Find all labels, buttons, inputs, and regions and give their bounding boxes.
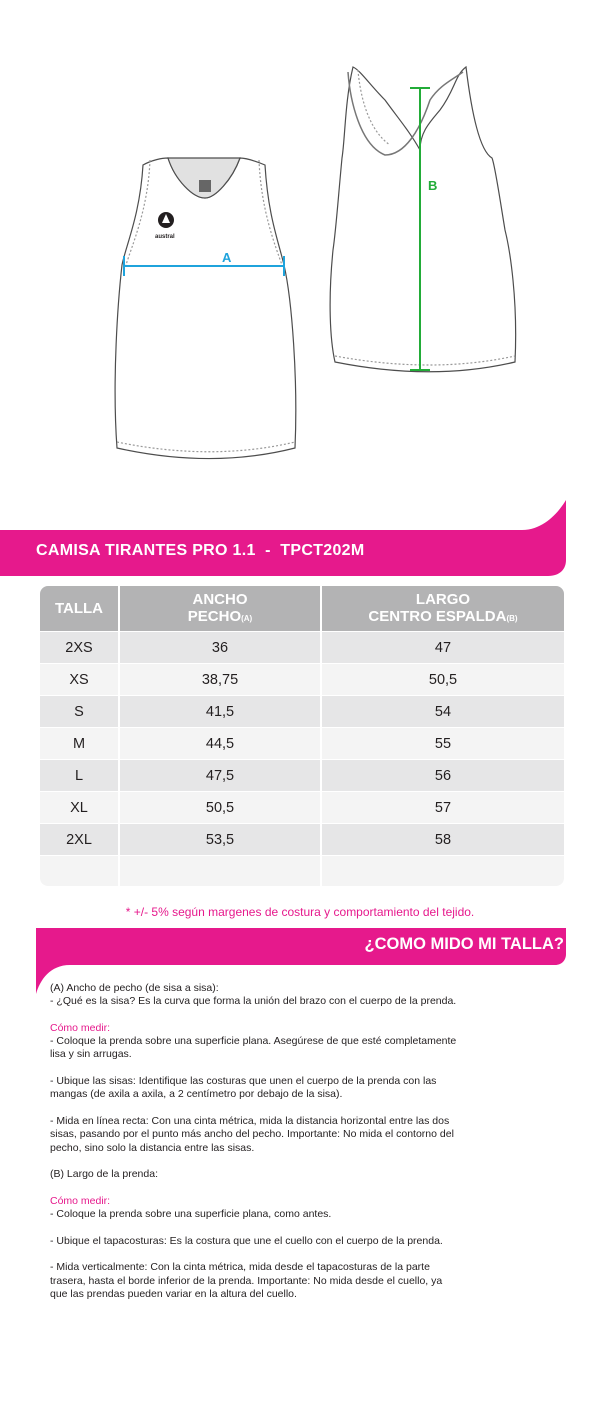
header-size: TALLA	[40, 586, 120, 631]
garment-illustration	[0, 0, 600, 500]
cell-chest: 50,5	[120, 791, 322, 823]
cell-size	[40, 855, 120, 886]
cell-size: XL	[40, 791, 120, 823]
measuring-instructions	[50, 982, 460, 1314]
how-to-measure-label: Cómo medir:	[50, 1021, 111, 1034]
instruction-b-step3: - Mida verticalmente: Con la cinta métrica, mida desde el tapacosturas de la parte trasera, hasta el borde inferior de la prenda. Importante: No mida desde el cuello, ya que las prendas pueden variar en la altura del cuello.	[50, 1261, 443, 1300]
header-chest-line1: ANCHO	[192, 590, 248, 608]
cell-size: S	[40, 695, 120, 727]
cell-length: 50,5	[322, 663, 564, 695]
size-table	[40, 586, 564, 886]
header-length-line2: CENTRO ESPALDA	[368, 607, 507, 625]
front-tank-top	[115, 158, 296, 459]
table-row	[40, 695, 564, 727]
cell-length: 56	[322, 759, 564, 791]
header-length-suffix: (B)	[506, 613, 518, 623]
cell-length: 55	[322, 727, 564, 759]
brand-logo-text: austral	[155, 234, 175, 240]
back-tank-top	[330, 67, 516, 372]
instruction-a	[50, 982, 460, 1009]
cell-size: L	[40, 759, 120, 791]
table-row	[40, 663, 564, 695]
header-chest-suffix: (A)	[241, 613, 253, 623]
tolerance-footnote: * +/- 5% según margenes de costura y comportamiento del tejido.	[125, 905, 475, 919]
header-chest-line2: PECHO	[187, 607, 242, 625]
garment-label-tag-icon	[199, 180, 211, 192]
instruction-b-step2: - Ubique el tapacosturas: Es la costura que une el cuello con el cuerpo de la prenda.	[50, 1234, 443, 1247]
how-to-measure-title: ¿COMO MIDO MI TALLA?	[364, 935, 564, 953]
cell-chest: 44,5	[120, 727, 322, 759]
instruction-a-step3: - Mida en línea recta: Con una cinta métrica, mida la distancia horizontal entre las dos sisas, pasando por el punto más ancho del pecho. Importante: No mida el contorno del pecho, sino solo la distancia entre las sisas.	[50, 1114, 454, 1154]
cell-chest: 53,5	[120, 823, 322, 855]
cell-length: 58	[322, 823, 564, 855]
instruction-a-title: (A) Ancho de pecho (de sisa a sisa):	[50, 982, 219, 994]
header-length-line1: LARGO	[415, 590, 471, 608]
product-title: CAMISA TIRANTES PRO 1.1 - TPCT202M	[36, 542, 365, 559]
instruction-b-title: (B) Largo de la prenda:	[50, 1168, 158, 1181]
cell-size: 2XL	[40, 823, 120, 855]
instruction-b-how	[50, 1195, 460, 1222]
table-header-row	[40, 586, 564, 631]
measure-a-label: A	[222, 250, 232, 265]
table-row	[40, 727, 564, 759]
cell-length: 54	[322, 695, 564, 727]
cell-chest: 47,5	[120, 759, 322, 791]
measure-b-label: B	[428, 178, 438, 193]
cell-length: 47	[322, 631, 564, 663]
cell-chest: 36	[120, 631, 322, 663]
table-row	[40, 823, 564, 855]
cell-size: XS	[40, 663, 120, 695]
instruction-a-step2: - Ubique las sisas: Identifique las costuras que unen el cuerpo de la prenda con las mangas (de axila a axila, a 2 centímetro por debajo de la sisa).	[50, 1075, 437, 1101]
how-to-measure-label: Cómo medir:	[50, 1194, 111, 1207]
header-chest-width	[120, 586, 322, 631]
instruction-b-step1: - Coloque la prenda sobre una superficie plana, como antes.	[50, 1208, 332, 1221]
title-banner	[0, 500, 600, 576]
table-row	[40, 631, 564, 663]
cell-length	[322, 855, 564, 886]
instruction-a-step1: - Coloque la prenda sobre una superficie plana. Asegúrese de que esté completamente lisa y sin arrugas.	[50, 1035, 457, 1061]
cell-size: 2XS	[40, 631, 120, 663]
table-row	[40, 855, 564, 886]
cell-chest: 38,75	[120, 663, 322, 695]
cell-size: M	[40, 727, 120, 759]
table-row	[40, 759, 564, 791]
cell-length: 57	[322, 791, 564, 823]
cell-chest: 41,5	[120, 695, 322, 727]
header-back-length	[322, 586, 564, 631]
cell-chest	[120, 855, 322, 886]
instruction-a-definition: - ¿Qué es la sisa? Es la curva que forma la unión del brazo con el cuerpo de la prenda.	[50, 995, 457, 1008]
instruction-a-how	[50, 1022, 460, 1062]
table-row	[40, 791, 564, 823]
